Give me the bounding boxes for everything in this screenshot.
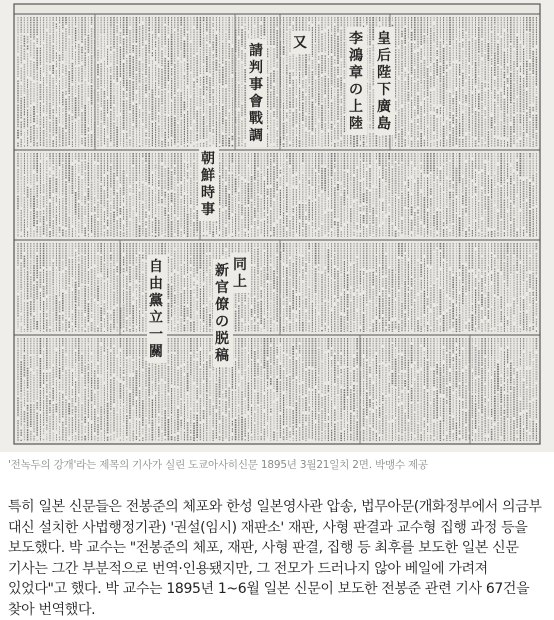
photo-caption: '전녹두의 강개'라는 제목의 기사가 실린 도쿄아사히신문 1895년 3월21일치 2면. 박맹수 제공: [8, 459, 428, 471]
article-paragraph: 특히 일본 신문들은 전봉준의 체포와 한성 일본영사관 압송, 법무아문(개화정부에서 의금부 대신 설치한 사법행정기관) '권설(임시) 재판소' 재판, 사형 판결과 교수형 집행 과정 등을 보도했다. 박 교수는 "전봉준의 체포, 재판, 사형 판결, 집행 등 최후를 보도한 일본 신문 기사는 그간 부분적으로 번역·인용됐지만, 그 전모가 드러나지 않아 베일에 가려져 있었다"고 했다. 박 교수는 1895년 1~6월 일본 신문이 보도한 전봉준 관련 기사 67건을 찾아 번역했다.: [8, 499, 542, 618]
newspaper-headline: 皇后陛下廣島: [377, 31, 391, 132]
newspaper-headline: 同上: [233, 257, 247, 290]
newspaper-headline: 又: [293, 35, 307, 51]
newspaper-headline: 朝鮮時事: [201, 151, 215, 218]
newspaper-headline: 新官僚の脱稿: [215, 263, 229, 364]
newspaper-headline: 請判事會戰調: [249, 43, 263, 144]
newspaper-headline: 李鴻章の上陸: [349, 31, 363, 132]
newspaper-headline: 自由黨立一關: [149, 259, 163, 360]
